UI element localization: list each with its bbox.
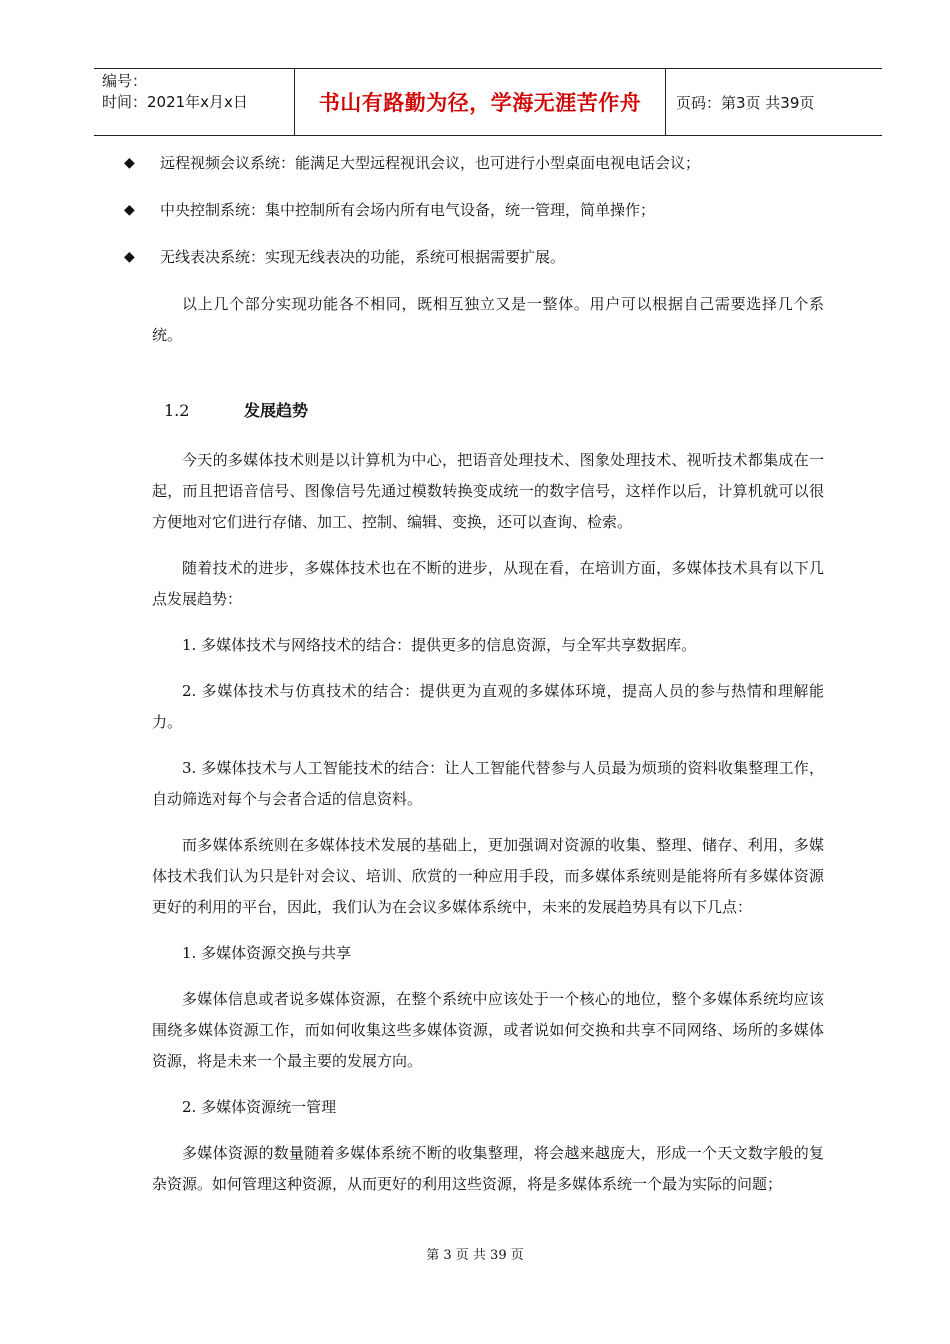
section-title: 发展趋势	[244, 401, 309, 420]
header-info	[94, 69, 294, 135]
header-page-number: 页码：第3页 共39页	[676, 93, 815, 112]
subheading: 2. 多媒体资源统一管理	[182, 1098, 337, 1116]
bullet-text: 远程视频会议系统：能满足大型远程视讯会议，也可进行小型桌面电视电话会议；	[160, 154, 701, 172]
time-label: 时间：2021年x月x日	[102, 93, 248, 111]
section-heading	[152, 399, 824, 423]
numbered-item: 2. 多媒体技术与仿真技术的结合：提供更为直观的多媒体环境，提高人员的参与热情和理解能力。	[152, 682, 824, 731]
bullet-item	[90, 195, 824, 226]
black-diamond-icon: ◆	[124, 249, 135, 265]
paragraph: 随着技术的进步，多媒体技术也在不断的进步，从现在看，在培训方面，多媒体技术具有以下几点发展趋势：	[152, 559, 824, 608]
document-body	[124, 148, 824, 1215]
number-label: 编号：	[102, 72, 148, 90]
black-diamond-icon: ◆	[124, 155, 135, 171]
bullet-item	[90, 242, 824, 273]
section-number: 1.2	[164, 401, 190, 420]
page-footer: 第 3 页 共 39 页	[426, 1248, 524, 1263]
page-header	[94, 68, 882, 136]
paragraph: 以上几个部分实现功能各不相同，既相互独立又是一整体。用户可以根据自己需要选择几个系统。	[152, 295, 824, 344]
paragraph: 而多媒体系统则在多媒体技术发展的基础上，更加强调对资源的收集、整理、储存、利用，多媒体技术我们认为只是针对会议、培训、欣赏的一种应用手段，而多媒体系统则是能将所有多媒体资源更好的利用的平台，因此，我们认为在会议多媒体系统中，未来的发展趋势具有以下几点：	[152, 836, 824, 916]
numbered-item: 3. 多媒体技术与人工智能技术的结合：让人工智能代替参与人员最为烦琐的资料收集整理工作，自动筛选对每个与会者合适的信息资料。	[152, 759, 824, 808]
bullet-text: 中央控制系统：集中控制所有会场内所有电气设备，统一管理，简单操作；	[160, 201, 656, 219]
subheading: 1. 多媒体资源交换与共享	[182, 944, 352, 962]
bullet-item	[90, 148, 824, 179]
paragraph: 多媒体信息或者说多媒体资源，在整个系统中应该处于一个核心的地位，整个多媒体系统均应该围绕多媒体资源工作，而如何收集这些多媒体资源，或者说如何交换和共享不同网络、场所的多媒体资源，将是未来一个最主要的发展方向。	[152, 990, 824, 1070]
motto-text: 书山有路勤为径，学海无涯苦作舟	[318, 91, 642, 115]
header-motto	[294, 69, 666, 135]
black-diamond-icon: ◆	[124, 202, 135, 218]
paragraph: 今天的多媒体技术则是以计算机为中心，把语音处理技术、图象处理技术、视听技术都集成在一起，而且把语音信号、图像信号先通过模数转换变成统一的数字信号，这样作以后，计算机就可以很方便地对它们进行存储、加工、控制、编辑、变换，还可以查询、检索。	[152, 451, 824, 531]
paragraph: 多媒体资源的数量随着多媒体系统不断的收集整理，将会越来越庞大，形成一个天文数字般的复杂资源。如何管理这种资源，从而更好的利用这些资源，将是多媒体系统一个最为实际的问题；	[152, 1144, 824, 1193]
bullet-text: 无线表决系统：实现无线表决的功能，系统可根据需要扩展。	[160, 248, 566, 266]
numbered-item: 1. 多媒体技术与网络技术的结合：提供更多的信息资源，与全军共享数据库。	[182, 636, 697, 654]
